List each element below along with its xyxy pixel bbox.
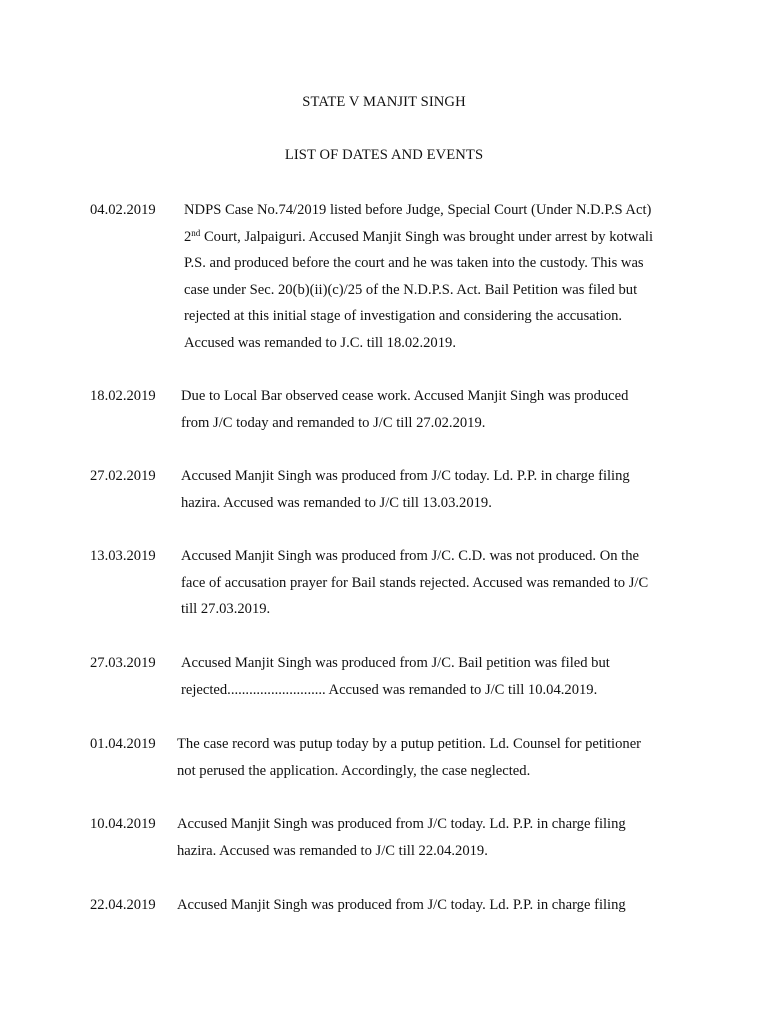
- event-line: hazira. Accused was remanded to J/C till 22.04.2019.: [177, 842, 488, 859]
- document-title: STATE V MANJIT SINGH: [302, 94, 466, 110]
- ordinal-number: 2: [184, 228, 192, 245]
- event-description: [181, 543, 648, 623]
- event-description: [181, 463, 630, 516]
- event-description: [177, 892, 626, 919]
- event-line: Accused Manjit Singh was produced from J/C. C.D. was not produced. On the: [181, 548, 640, 564]
- event-description: [181, 650, 610, 703]
- event-description: [181, 383, 628, 436]
- event-line: rejected at this initial stage of investigation and considering the accusation.: [184, 308, 623, 324]
- document-subtitle: LIST OF DATES AND EVENTS: [284, 147, 484, 163]
- event-line: Accused was remanded to J.C. till 18.02.2019.: [184, 334, 456, 351]
- event-date: 27.02.2019: [90, 468, 156, 484]
- event-line: Accused Manjit Singh was produced from J/C. Bail petition was filed but: [181, 655, 610, 671]
- event-line: [184, 224, 653, 251]
- event-line: Due to Local Bar observed cease work. Accused Manjit Singh was produced: [181, 388, 629, 404]
- event-line: not perused the application. Accordingly, the case neglected.: [177, 762, 531, 779]
- event-line: rejected........................... Accused was remanded to J/C till 10.04.2019.: [181, 681, 598, 698]
- event-line: The case record was putup today by a putup petition. Ld. Counsel for petitioner: [177, 736, 642, 752]
- event-line: Accused Manjit Singh was produced from J/C today. Ld. P.P. in charge filing: [177, 816, 626, 832]
- line-text: Court, Jalpaiguri. Accused Manjit Singh was brought under arrest by kotwali: [200, 228, 654, 245]
- event-description: [184, 197, 653, 356]
- event-line: till 27.03.2019.: [181, 601, 271, 617]
- event-line: Accused Manjit Singh was produced from J/C today. Ld. P.P. in charge filing: [181, 468, 630, 484]
- event-line: Accused Manjit Singh was produced from J/C today. Ld. P.P. in charge filing: [177, 897, 626, 913]
- event-date: 22.04.2019: [90, 897, 156, 913]
- event-date: 04.02.2019: [90, 202, 156, 218]
- event-date: 01.04.2019: [90, 736, 156, 752]
- event-line: face of accusation prayer for Bail stands rejected. Accused was remanded to J/C: [181, 574, 649, 591]
- event-date: 27.03.2019: [90, 655, 156, 671]
- event-line: hazira. Accused was remanded to J/C till 13.03.2019.: [181, 494, 492, 511]
- event-line: from J/C today and remanded to J/C till 27.02.2019.: [181, 414, 486, 431]
- event-line: case under Sec. 20(b)(ii)(c)/25 of the N.D.P.S. Act. Bail Petition was filed but: [184, 281, 638, 298]
- event-description: [177, 731, 641, 784]
- event-description: [177, 811, 626, 864]
- event-date: 13.03.2019: [90, 548, 156, 564]
- ordinal-suffix: nd: [191, 227, 201, 238]
- event-date: 10.04.2019: [90, 816, 156, 832]
- event-date: 18.02.2019: [90, 388, 156, 404]
- event-line: NDPS Case No.74/2019 listed before Judge, Special Court (Under N.D.P.S Act): [184, 202, 652, 218]
- event-line: P.S. and produced before the court and he was taken into the custody. This was: [184, 255, 644, 271]
